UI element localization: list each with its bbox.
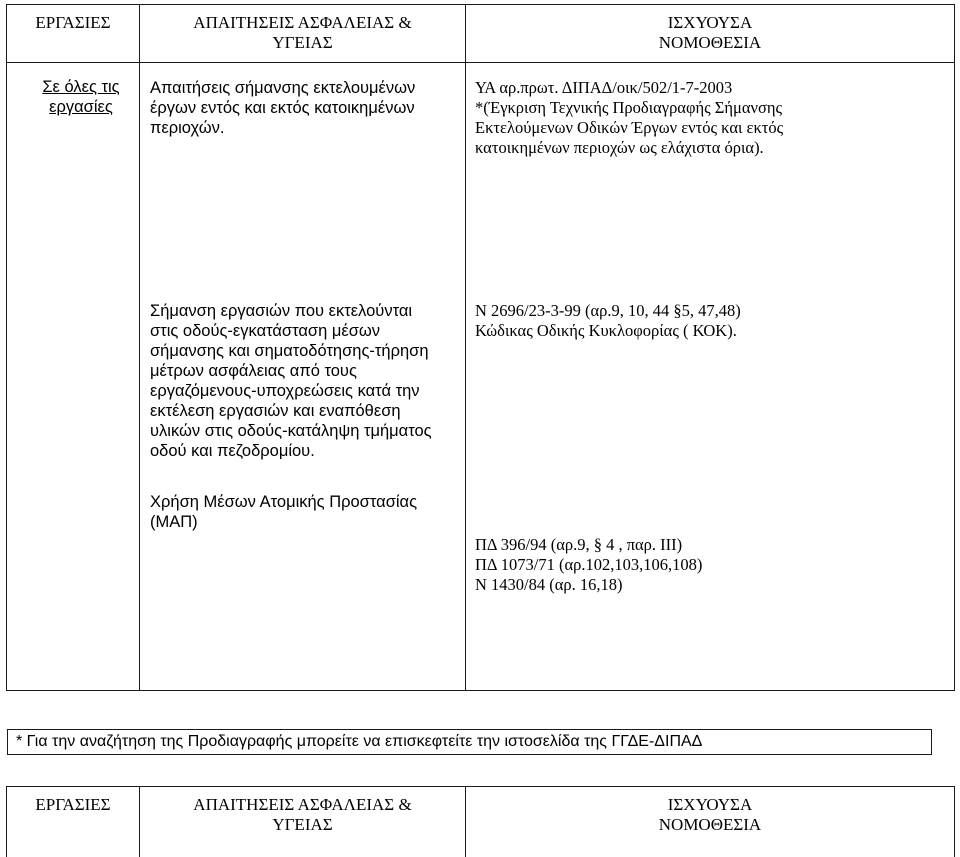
- header-legislation: [466, 787, 955, 857]
- header-requirements: [140, 787, 466, 857]
- header-legislation-line-1: ΙΣΧΥΟΥΣΑ: [667, 795, 753, 814]
- specification-note-text: * Για την αναζήτηση της Προδιαγραφής μπορείτε να επισκεφτείτε την ιστοσελίδα της ΓΓΔΕ-ΔΙΠΑΔ: [16, 733, 703, 750]
- legislation-line: ΥΑ αρ.πρωτ. ΔΙΠΑΔ/οικ/502/1-7-2003: [475, 78, 733, 97]
- header-legislation: [466, 5, 955, 63]
- header-legislation-line-1: ΙΣΧΥΟΥΣΑ: [667, 13, 753, 32]
- legislation-line: Εκτελούμενων Οδικών Έργων εντός και εκτός: [475, 118, 784, 137]
- legislation-table: [6, 4, 955, 691]
- requirement-marking-text: [150, 78, 415, 138]
- legislation-line: Κώδικας Οδικής Κυκλοφορίας ( ΚΟΚ).: [475, 321, 737, 340]
- works-line: εργασίες: [49, 98, 113, 116]
- legislation-line: Ν 2696/23-3-99 (αρ.9, 10, 44 §5, 47,48): [475, 301, 741, 320]
- legislation-line: *(Έγκριση Τεχνικής Προδιαγραφής Σήμανσης: [475, 98, 782, 117]
- header-works-label: ΕΡΓΑΣΙΕΣ: [35, 795, 111, 814]
- specification-note: [7, 729, 932, 755]
- header-requirements: [140, 5, 466, 63]
- header-requirements-line-2: ΥΓΕΙΑΣ: [272, 33, 333, 52]
- header-works: [7, 787, 140, 857]
- header-legislation-line-2: ΝΟΜΟΘΕΣΙΑ: [658, 33, 762, 52]
- requirement-ppe-text: [150, 492, 417, 532]
- requirement-line: (ΜΑΠ): [150, 513, 198, 531]
- legislation-cell: [466, 63, 955, 691]
- legislation-road-code-text: [475, 301, 741, 341]
- next-page-header-table: [6, 786, 955, 857]
- header-legislation-line-2: ΝΟΜΟΘΕΣΙΑ: [658, 815, 762, 834]
- header-works-label: ΕΡΓΑΣΙΕΣ: [35, 13, 111, 32]
- legislation-line: Ν 1430/84 (αρ. 16,18): [475, 575, 623, 594]
- requirement-line: μέτρων ασφάλειας από τους: [150, 362, 357, 380]
- requirement-road-works-text: [150, 301, 432, 461]
- legislation-marking-text: [475, 78, 783, 158]
- header-row: [7, 5, 955, 63]
- header-works: [7, 5, 140, 63]
- legislation-ppe-text: [475, 535, 702, 595]
- works-line: Σε όλες τις: [42, 78, 120, 96]
- legislation-line: ΠΔ 1073/71 (αρ.102,103,106,108): [475, 555, 703, 574]
- header-requirements-line-2: ΥΓΕΙΑΣ: [272, 815, 333, 834]
- requirements-cell: [140, 63, 466, 691]
- requirement-line: εργαζόμενους-υποχρεώσεις κατά την: [150, 382, 420, 400]
- requirement-line: Χρήση Μέσων Ατομικής Προστασίας: [150, 493, 418, 511]
- requirement-line: Σήμανση εργασιών που εκτελούνται: [150, 302, 413, 320]
- requirement-line: Απαιτήσεις σήμανσης εκτελουμένων: [150, 79, 416, 97]
- legislation-line: ΠΔ 396/94 (αρ.9, § 4 , παρ. ΙΙΙ): [475, 535, 683, 554]
- header-requirements-line-1: ΑΠΑΙΤΗΣΕΙΣ ΑΣΦΑΛΕΙΑΣ &: [193, 795, 412, 814]
- content-row: [7, 63, 955, 691]
- legislation-line: κατοικημένων περιοχών ως ελάχιστα όρια).: [475, 138, 764, 157]
- header-requirements-line-1: ΑΠΑΙΤΗΣΕΙΣ ΑΣΦΑΛΕΙΑΣ &: [193, 13, 412, 32]
- requirement-line: υλικών στις οδούς-κατάληψη τμήματος: [150, 422, 432, 440]
- works-text: [31, 77, 131, 117]
- requirement-line: σήμανσης και σηματοδότησης-τήρηση: [150, 342, 429, 360]
- works-cell: [7, 63, 140, 691]
- requirement-line: στις οδούς-εγκατάσταση μέσων: [150, 322, 381, 340]
- requirement-line: περιοχών.: [150, 119, 225, 137]
- header-row: [7, 787, 955, 857]
- requirement-line: έργων εντός και εκτός κατοικημένων: [150, 99, 415, 117]
- requirement-line: εκτέλεση εργασιών και εναπόθεση: [150, 402, 401, 420]
- requirement-line: οδού και πεζοδρομίου.: [150, 442, 315, 460]
